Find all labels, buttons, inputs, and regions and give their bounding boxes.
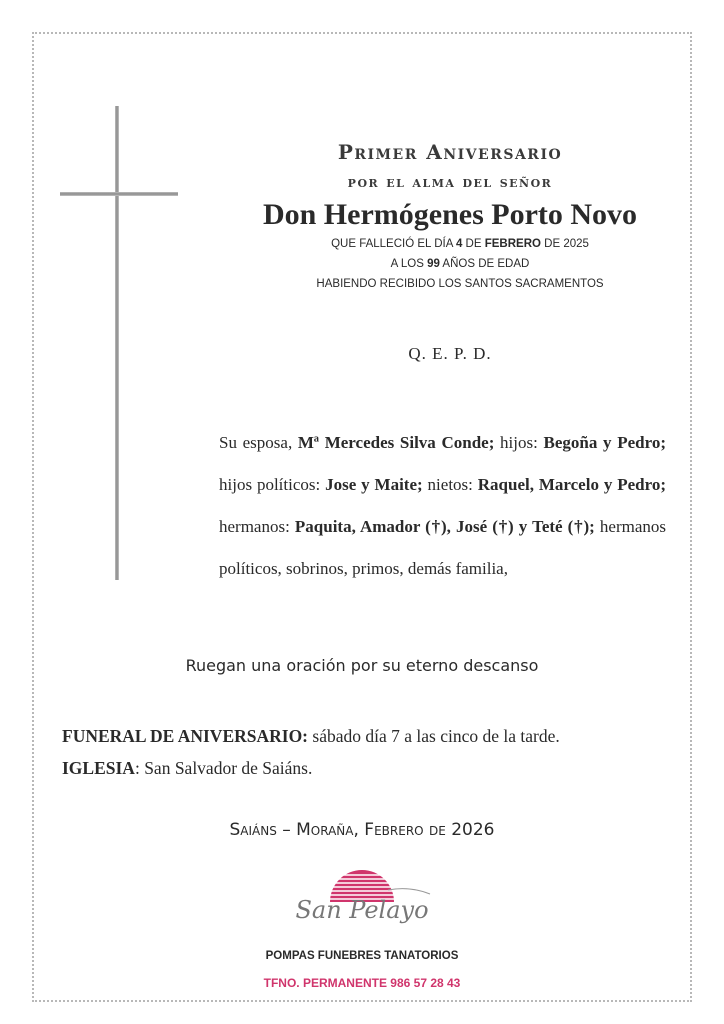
age-line: A LOS 99 AÑOS DE EDAD [390, 258, 530, 270]
cross-vertical-bar [115, 106, 119, 580]
church-line: IGLESIA: San Salvador de Saiáns. [62, 758, 313, 778]
funeral-line: FUNERAL DE ANIVERSARIO: sábado día 7 a las cinco de la tarde. [62, 726, 560, 746]
qepd-text: Q. E. P. D. [408, 344, 492, 363]
logo-text: San Pelayo [295, 896, 429, 924]
inlaws-names: Jose y Maite; [325, 475, 423, 494]
deceased-name: Don Hermógenes Porto Novo [262, 198, 638, 231]
phone-number: TFNO. PERMANENTE 986 57 28 43 [263, 976, 461, 990]
prayer-request: Ruegan una oración por su eterno descanso [185, 656, 539, 675]
san-pelayo-logo [290, 868, 434, 940]
wife-name: Mª Mercedes Silva Conde; [297, 433, 495, 452]
grandchildren-names: Raquel, Marcelo y Pedro; [477, 475, 666, 494]
funeral-details [62, 720, 682, 784]
anniversary-title: Primer Aniversario [337, 140, 563, 164]
soul-subtitle: por el alma del señor [347, 172, 553, 191]
children-names: Begoña y Pedro; [543, 433, 666, 452]
place-and-date: Saiáns – Moraña, Febrero de 2026 [229, 820, 495, 840]
company-name: POMPAS FUNEBRES TANATORIOS [265, 950, 459, 962]
sacraments-line: HABIENDO RECIBIDO LOS SANTOS SACRAMENTOS [316, 278, 604, 290]
death-date-line: QUE FALLECIÓ EL DÍA 4 DE FEBRERO DE 2025 [331, 238, 589, 250]
family-paragraph: Su esposa, Mª Mercedes Silva Conde; hijos: Begoña y Pedro; hijos políticos: Jose y Maite; nietos: Raquel, Marcelo y Pedro; hermanos: Paquita, Amador (†), José (†) y Teté (†); hermanos políticos, sobrinos, primos, demás familia, [219, 433, 666, 578]
cross-horizontal-bar [60, 192, 178, 196]
siblings-names: Paquita, Amador (†), José (†) y Teté (†); [294, 517, 595, 536]
